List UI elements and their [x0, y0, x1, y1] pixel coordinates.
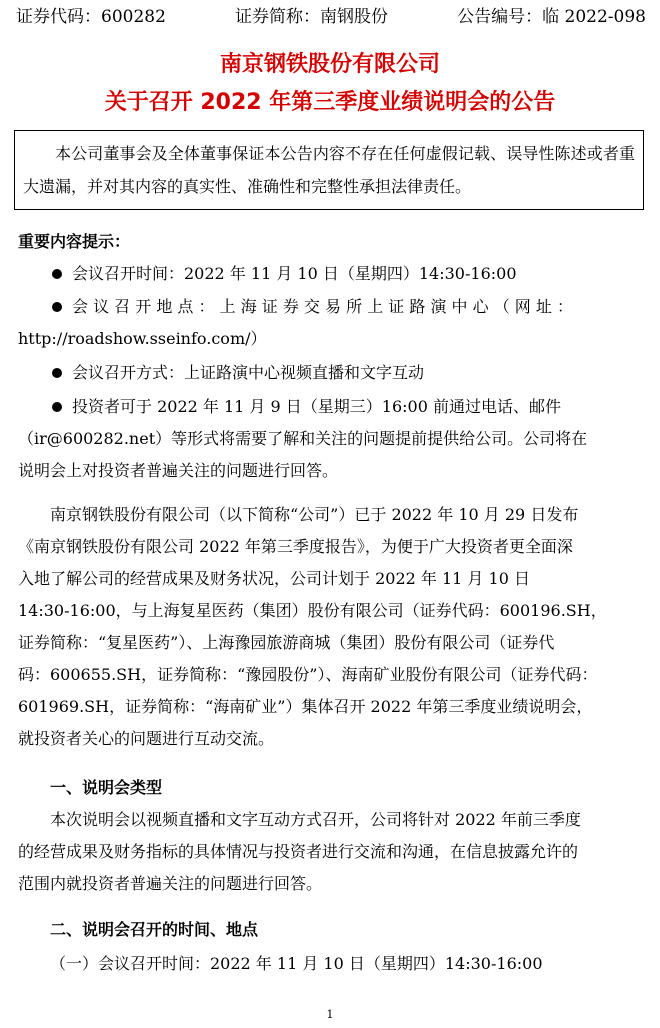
- roadshow-url[interactable]: http://roadshow.sseinfo.com/）: [18, 329, 267, 348]
- announcement-title: 关于召开 2022 年第三季度业绩说明会的公告: [104, 90, 556, 115]
- key-point-text: （ir@600282.net）等形式将需要了解和关注的问题提前提供给公司。公司将在: [18, 429, 588, 448]
- key-point-location-url: [18, 323, 644, 355]
- section-2-item-1: （一）会议召开时间：2022 年 11 月 10 日（星期四）14:30-16:00: [50, 954, 543, 973]
- bullet-icon: [52, 368, 62, 378]
- stock-code: 证券代码：600282: [16, 7, 166, 27]
- section-1-line: 的经营成果及财务指标的具体情况与投资者进行交流和沟通，在信息披露允许的: [18, 842, 579, 861]
- bullet-icon: [52, 402, 62, 412]
- key-point-questions: [18, 391, 644, 423]
- intro-paragraph: [18, 499, 644, 755]
- bullet-icon: [52, 302, 62, 312]
- bullet-icon: [52, 269, 62, 279]
- key-point-time: [18, 258, 644, 290]
- key-points-heading: 重要内容提示：: [18, 232, 131, 251]
- intro-line: 证券简称：“复星医药”）、上海豫园旅游商城（集团）股份有限公司（证券代: [18, 633, 555, 652]
- key-point-text: 会议召开方式：上证路演中心视频直播和文字互动: [72, 363, 425, 382]
- key-point-text: 说明会上对投资者普遍关注的问题进行回答。: [18, 461, 339, 480]
- stock-short-name: 证券简称：南钢股份: [235, 7, 389, 27]
- key-point-method: [18, 357, 644, 389]
- board-statement-text: 本公司董事会及全体董事保证本公告内容不存在任何虚假记载、误导性陈述或者重大遗漏，并对其内容的真实性、准确性和完整性承担法律责任。: [23, 144, 635, 196]
- intro-line: 601969.SH，证券简称：“海南矿业”）集体召开 2022 年第三季度业绩说明会，: [18, 697, 593, 716]
- section-1-line: 本次说明会以视频直播和文字互动方式召开，公司将针对 2022 年前三季度: [50, 810, 581, 829]
- intro-line: 14:30-16:00，与上海复星医药（集团）股份有限公司（证券代码：600196.SH，: [18, 601, 607, 620]
- intro-line: 码：600655.SH，证券简称：“豫园股份”）、海南矿业股份有限公司（证券代码：: [18, 665, 598, 684]
- section-1-line: 范围内就投资者普遍关注的问题进行回答。: [18, 874, 323, 893]
- page-number: 1: [326, 1008, 334, 1021]
- announcement-number: 公告编号：临 2022-098: [457, 7, 646, 27]
- intro-line: 南京钢铁股份有限公司（以下简称“公司”）已于 2022 年 10 月 29 日发布: [50, 505, 579, 524]
- board-statement-box: [14, 130, 644, 210]
- announcement-header: [16, 4, 646, 30]
- section-2-heading: 二、说明会召开的时间、地点: [50, 920, 259, 939]
- intro-line: 就投资者关心的问题进行互动交流。: [18, 729, 275, 748]
- key-point-text: 会 议 召 开 地 点 ： 上 海 证 券 交 易 所 上 证 路 演 中 心 （ 网 址 ：: [72, 297, 573, 316]
- key-point-questions-end: [18, 455, 644, 487]
- section-1-body: [18, 804, 644, 900]
- key-point-location: [18, 291, 644, 323]
- section-1-heading: 一、说明会类型: [50, 778, 163, 797]
- intro-line: 《南京钢铁股份有限公司 2022 年第三季度报告》，为便于广大投资者更全面深: [18, 537, 573, 556]
- key-point-questions-cont: [18, 423, 644, 455]
- intro-line: 入地了解公司的经营成果及财务状况，公司计划于 2022 年 11 月 10 日: [18, 569, 530, 588]
- key-point-text: 会议召开时间：2022 年 11 月 10 日（星期四）14:30-16:00: [72, 264, 517, 283]
- company-title: 南京钢铁股份有限公司: [219, 52, 440, 77]
- key-point-text: 投资者可于 2022 年 11 月 9 日（星期三）16:00 前通过电话、邮件: [72, 397, 561, 416]
